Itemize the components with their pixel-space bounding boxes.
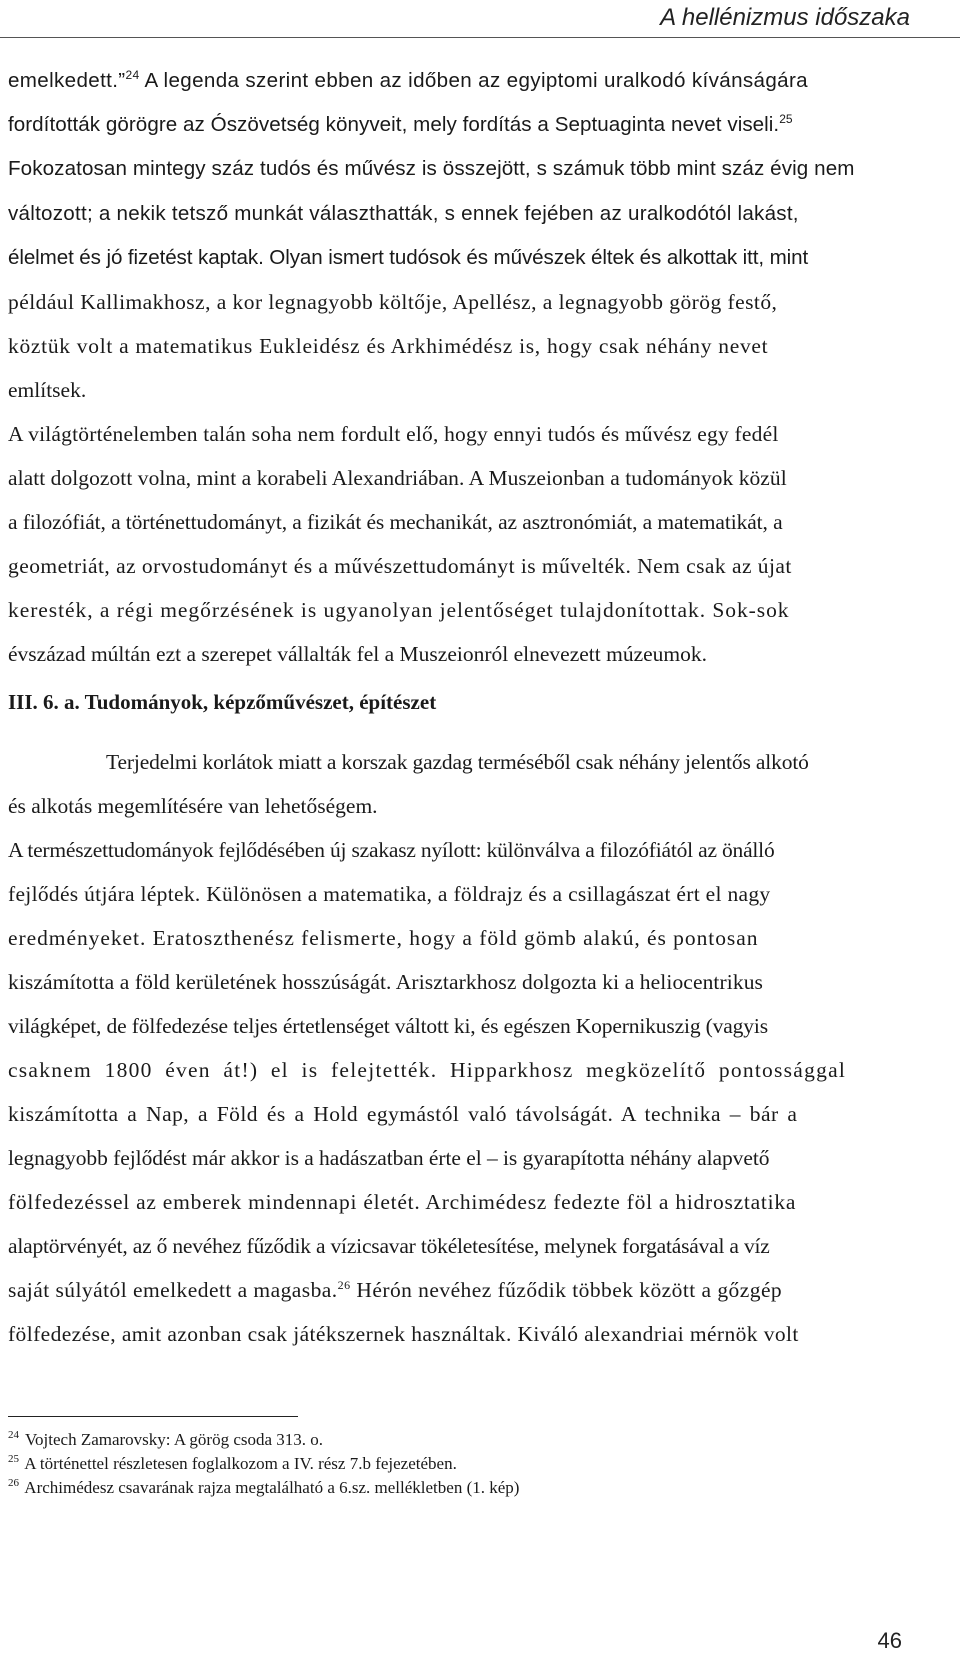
p4-line-7: kiszámította a Nap, a Föld és a Hold egymástól való távolságát. A technika – bár a: [8, 1102, 798, 1126]
footnote-ref-25[interactable]: 25: [779, 112, 793, 127]
p1-line-8: említsek.: [8, 378, 87, 402]
p1-line-3: Fokozatosan mintegy száz tudós és művész is összejött, s számuk több mint száz évig nem: [8, 157, 855, 180]
p1-line-5: élelmet és jó fizetést kaptak. Olyan ismert tudósok és művészek éltek és alkottak itt, mint: [8, 246, 809, 269]
p4-line-8: legnagyobb fejlődést már akkor is a hadászatban érte el – is gyarapította néhány alapvető: [8, 1146, 770, 1170]
p2-line-6: évszázad múltán ezt a szerepet vállalták fel a Muszeionról elnevezett múzeumok.: [8, 642, 708, 666]
footnote-ref-24[interactable]: 24: [125, 68, 140, 83]
p4-line-3: eredményeket. Eratoszthenész felismerte, hogy a föld gömb alakú, és pontosan: [8, 926, 759, 950]
p4-line-9: fölfedezéssel az emberek mindennapi életét. Archimédesz fedezte föl a hidrosztatika: [8, 1190, 797, 1214]
section-heading: III. 6. a. Tudományok, képzőművészet, építészet: [8, 690, 437, 714]
header-rule: [0, 37, 960, 38]
p1-line-2: fordították görögre az Ószövetség könyveit, mely fordítás a Septuaginta nevet viseli.$^{25}$: [8, 112, 793, 136]
p2-line-2: alatt dolgozott volna, mint a korabeli Alexandriában. A Muszeionban a tudományok közül: [8, 466, 787, 490]
p2-line-3: a filozófiát, a történettudományt, a fizikát és mechanikát, az asztronómiát, a matematikát, a: [8, 510, 783, 534]
page-number: 46: [877, 1628, 902, 1653]
p4-line-4: kiszámította a föld kerületének hosszúságát. Arisztarkhosz dolgozta ki a heliocentrikus: [8, 970, 764, 994]
p2-line-1: A világtörténelemben talán soha nem fordult elő, hogy ennyi tudós és művész egy fedél: [8, 422, 779, 446]
footnote-26: $^{26}$ Archimédesz csavarának rajza megtalálható a 6.sz. mellékletben (1. kép): [8, 1477, 520, 1497]
running-header: A hellénizmus időszaka: [660, 4, 910, 31]
p2-line-5: keresték, a régi megőrzésének is ugyanolyan jelentőséget tulajdonítottak. Sok-sok: [8, 598, 790, 622]
p1-line-4: változott; a nekik tetsző munkát választhatták, s ennek fejében az uralkodótól lakást,: [8, 202, 799, 225]
p4-line-6: csaknem 1800 éven át!) el is felejtették. Hipparkhosz megközelítő pontossággal: [8, 1058, 847, 1082]
p4-line-11: saját súlyától emelkedett a magasba.$^{26}$ Hérón nevéhez fűződik többek között a gőzgép: [8, 1277, 783, 1302]
p4-line-1: A természettudományok fejlődésében új szakasz nyílott: különválva a filozófiától az önálló: [8, 838, 775, 862]
p4-line-5: világképet, de fölfedezése teljes értetlenséget váltott ki, és egészen Kopernikuszig (vagyis: [8, 1014, 768, 1038]
p4-line-2: fejlődés útjára léptek. Különösen a matematika, a földrajz és a csillagászat ért el nagy: [8, 882, 771, 906]
p1-line-6: például Kallimakhosz, a kor legnagyobb költője, Apellész, a legnagyobb görög festő,: [8, 290, 778, 314]
footnote-25: $^{25}$ A történettel részletesen foglalkozom a IV. rész 7.b fejezetében.: [8, 1453, 457, 1473]
p1-line-1: emelkedett.”$^{24}$ A legenda szerint ebben az időben az egyiptomi uralkodó kívánságára: [8, 68, 808, 92]
p3-line-2: és alkotás megemlítésére van lehetőségem.: [8, 794, 378, 818]
footnote-24: $^{24}$ Vojtech Zamarovsky: A görög csoda 313. o.: [8, 1429, 324, 1449]
p4-line-12: fölfedezése, amit azonban csak játékszernek használtak. Kiváló alexandriai mérnök volt: [8, 1322, 799, 1346]
footnote-ref-26[interactable]: 26: [337, 1277, 351, 1292]
p1-line-7: köztük volt a matematikus Eukleidész és Arkhimédész is, hogy csak néhány nevet: [8, 334, 769, 358]
footnote-separator: [8, 1416, 298, 1417]
p4-line-10: alaptörvényét, az ő nevéhez fűződik a vízicsavar tökéletesítése, melynek forgatásával a víz: [8, 1234, 770, 1258]
p3-line-1: Terjedelmi korlátok miatt a korszak gazdag terméséből csak néhány jelentős alkotó: [106, 750, 809, 774]
p2-line-4: geometriát, az orvostudományt és a művészettudományt is művelték. Nem csak az újat: [8, 554, 792, 578]
